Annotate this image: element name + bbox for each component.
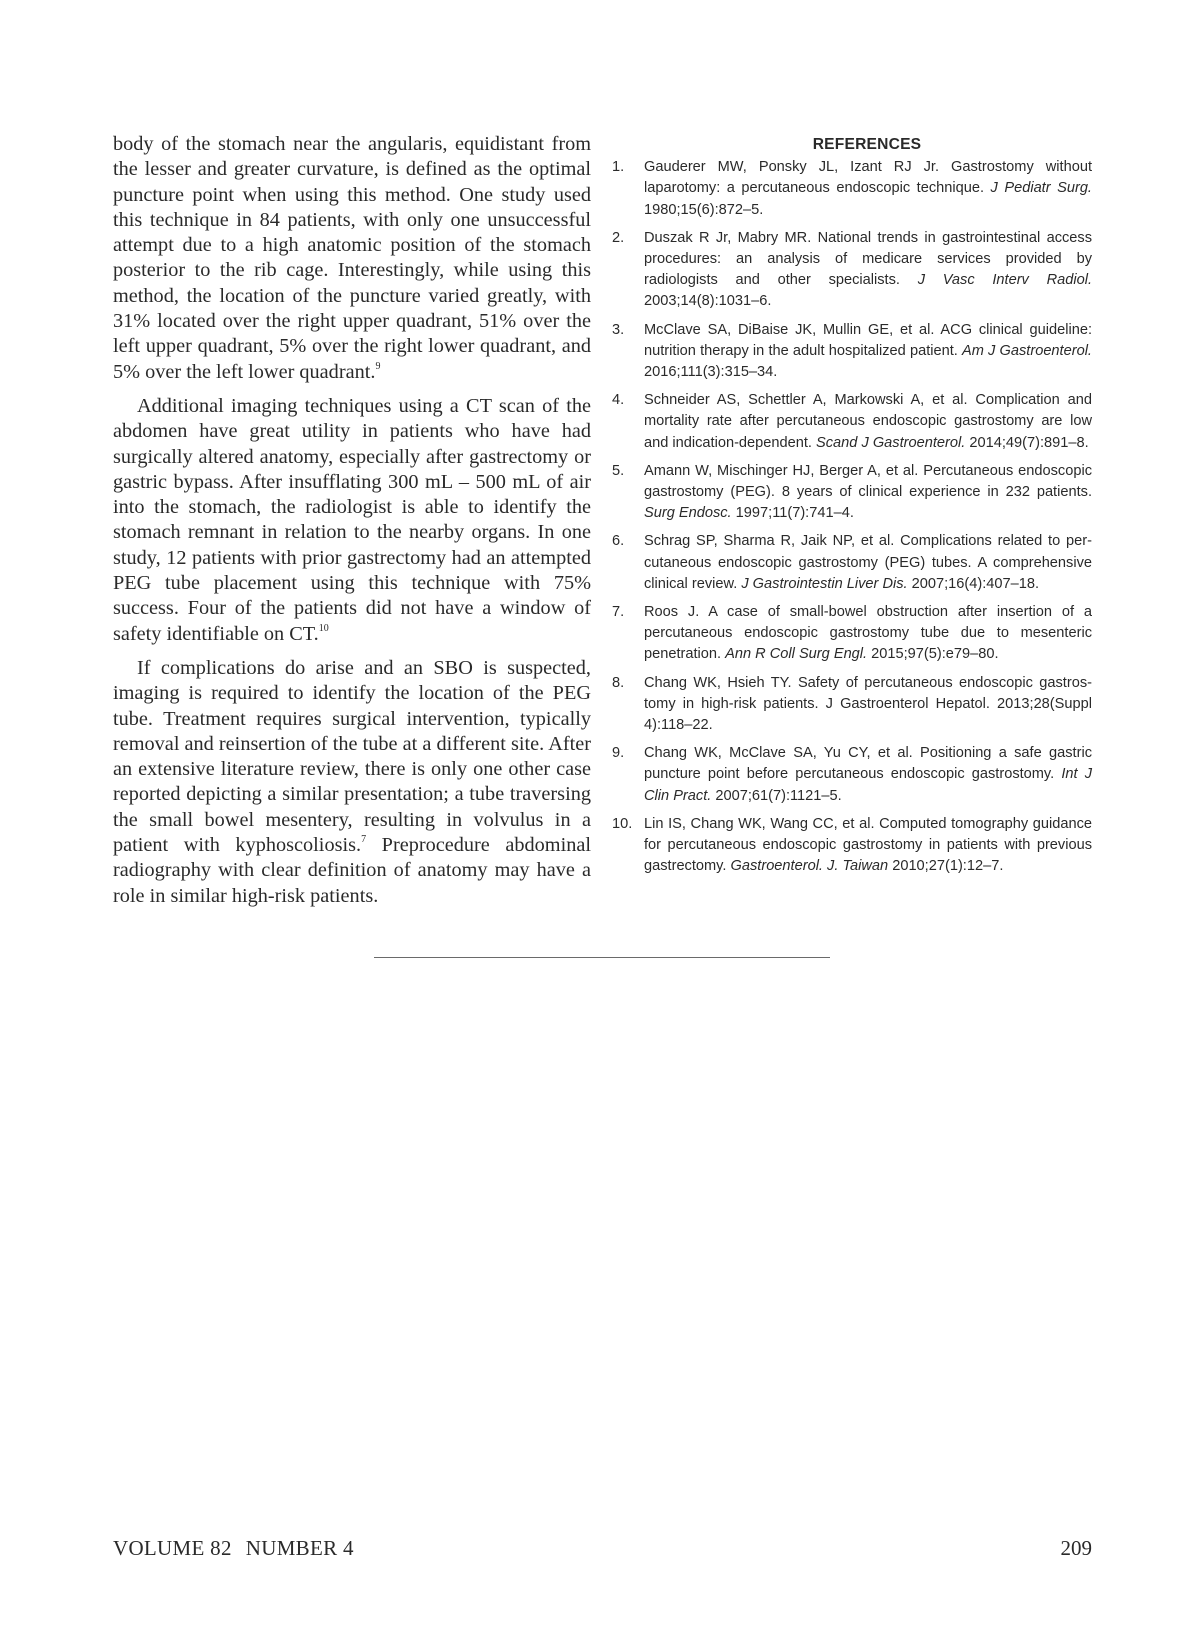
reference-citation: Chang WK, McClave SA, Yu CY, et al. Positioning a safe gastric puncture point before percutaneous endoscopic gastrostomy. [644,745,1092,783]
reference-citation: Schneider AS, Schettler A, Markowski A, et al. Complication and mortality rate after percutaneous endoscopic gastrostomy are low and indication-dependent. [644,392,1092,451]
reference-citation: Lin IS, Chang WK, Wang CC, et al. Computed tomography guidance for percutaneous endoscopic gastrostomy in patients with previous gastrectomy. [644,815,1092,875]
reference-item [612,602,1092,666]
reference-details: 2015;97(5):e79–80. [867,646,999,663]
paragraph-text: body of the stomach near the angularis, equidistant from the lesser and greater curvature, is defined as the optimal puncture point when using this method. One study used this technique in 84 patients, with only one unsuccessful attempt due to a high anatomic position of the stomach posterior to the rib cage. Interestingly, while using this method, the location of the puncture varied greatly, with 31% located over the right upper quadrant, 51% over the left upper quadrant, 5% over the right lower quadrant, and 5% over the left lower quadrant. [113,133,591,383]
reference-citation: McClave SA, DiBaise JK, Mullin GE, et al. ACG clinical guideline: nutrition therapy in the adult hospitalized patient. [644,321,1092,359]
reference-journal: Surg Endosc. [644,505,732,522]
reference-citation: Schrag SP, Sharma R, Jaik NP, et al. Complications related to percutaneous endoscopic gastrostomy (PEG) tubes. A comprehensive clinical review. [644,533,1092,592]
section-divider [374,957,830,958]
reference-journal: J Gastrointestin Liver Dis. [741,575,908,592]
reference-number: 8. [612,674,625,691]
reference-details: 1997;11(7):741–4. [731,505,854,522]
reference-item [612,390,1092,454]
body-paragraph-2 [113,394,591,647]
reference-item [612,743,1092,807]
reference-item [612,228,1092,313]
footer-journal-issue [113,1536,354,1561]
reference-number: 3. [612,321,625,338]
reference-number: 9. [612,745,625,762]
reference-citation: Amann W, Mischinger HJ, Berger A, et al. Percutaneous endoscopic gastrostomy (PEG). 8 years of clinical experience in 232 patients. [644,462,1092,501]
references-list [612,157,1092,877]
reference-details: 2010;27(1):12–7. [888,858,1004,875]
reference-item [612,157,1092,221]
reference-citation: Duszak R Jr, Mabry MR. National trends in gastrointestinal access procedures: an analysis of medicare services provided by radiologists and other specialists. [644,229,1092,289]
references-section [612,134,1092,885]
reference-details: 2003;14(8):1031–6. [644,293,772,310]
page-number: 209 [1060,1536,1092,1560]
citation-superscript: 10 [318,622,329,634]
paragraph-text-continued: Preprocedure abdominal radiography with clear definition of anatomy may have a role in similar high-risk patients. [113,834,591,907]
paragraph-text: Additional imaging techniques using a CT scan of the abdomen have great utility in patients who have had surgically altered anatomy, especially after gastrectomy or gastric bypass. After insufflating 300 mL – 500 mL of air into the stomach, the radiologist is able to identify the stomach remnant in relation to the nearby organs. In one study, 12 patients with prior gastrectomy had an attempted PEG tube placement using this technique with 75% success. Four of the patients did not have a window of safety identifiable on CT. [113,394,591,645]
body-text-column [113,132,591,918]
reference-citation: Chang WK, Hsieh TY. Safety of percutaneous endoscopic gastrostomy in high-risk patients. J Gastroenterol Hepatol. 2013;28(Suppl 4):118–22. [644,674,1092,734]
reference-details: 1980;15(6):872–5. [644,201,764,218]
reference-journal: Scand J Gastroenterol. [816,434,966,451]
reference-number: 6. [612,533,625,550]
reference-item [612,531,1092,595]
reference-journal: Am J Gastroenterol. [962,342,1092,359]
reference-details: 2007;61(7):1121–5. [711,787,842,804]
citation-superscript: 7 [361,834,367,846]
references-heading: REFERENCES [812,136,922,153]
reference-number: 2. [612,229,625,246]
reference-citation: Roos J. A case of small-bowel obstruction after insertion of a percutaneous endoscopic gastrostomy tube due to mesenteric penetration. [644,604,1092,663]
reference-journal: Gastroenterol. J. Taiwan [730,858,889,875]
paragraph-text: If complications do arise and an SBO is suspected, imaging is required to identify the location of the PEG tube. Treatment requires surgical intervention, typically removal and reinsertion of the tube at a different site. After an extensive literature review, there is only one other case reported depicting a similar presentation; a tube traversing the small bowel mesentery, resulting in volvulus in a patient with kyphoscoliosis. [113,656,591,857]
reference-journal: J Pediatr Surg. [990,180,1092,197]
reference-number: 10. [612,815,633,832]
reference-item [612,673,1092,737]
reference-number: 4. [612,392,625,409]
reference-item [612,461,1092,525]
reference-number: 1. [612,159,625,176]
reference-details: 2007;16(4):407–18. [907,575,1040,592]
reference-journal: Ann R Coll Surg Engl. [725,646,868,663]
footer-volume: VOLUME 82 [113,1536,232,1560]
reference-journal: J Vasc Interv Radiol. [917,272,1092,289]
reference-item [612,814,1092,878]
footer-number: NUMBER 4 [245,1536,354,1560]
reference-details: 2014;49(7):891–8. [965,434,1089,451]
reference-journal: Int J Clin Pract. [644,766,1092,804]
reference-details: 2016;111(3):315–34. [644,364,778,381]
reference-number: 7. [612,604,625,621]
reference-number: 5. [612,462,625,479]
body-paragraph-3 [113,656,591,909]
reference-item [612,320,1092,384]
reference-citation: Gauderer MW, Ponsky JL, Izant RJ Jr. Gastrostomy without laparotomy: a percutaneous endoscopic technique. [644,159,1092,197]
citation-superscript: 9 [375,360,381,372]
body-paragraph-1 [113,132,591,385]
